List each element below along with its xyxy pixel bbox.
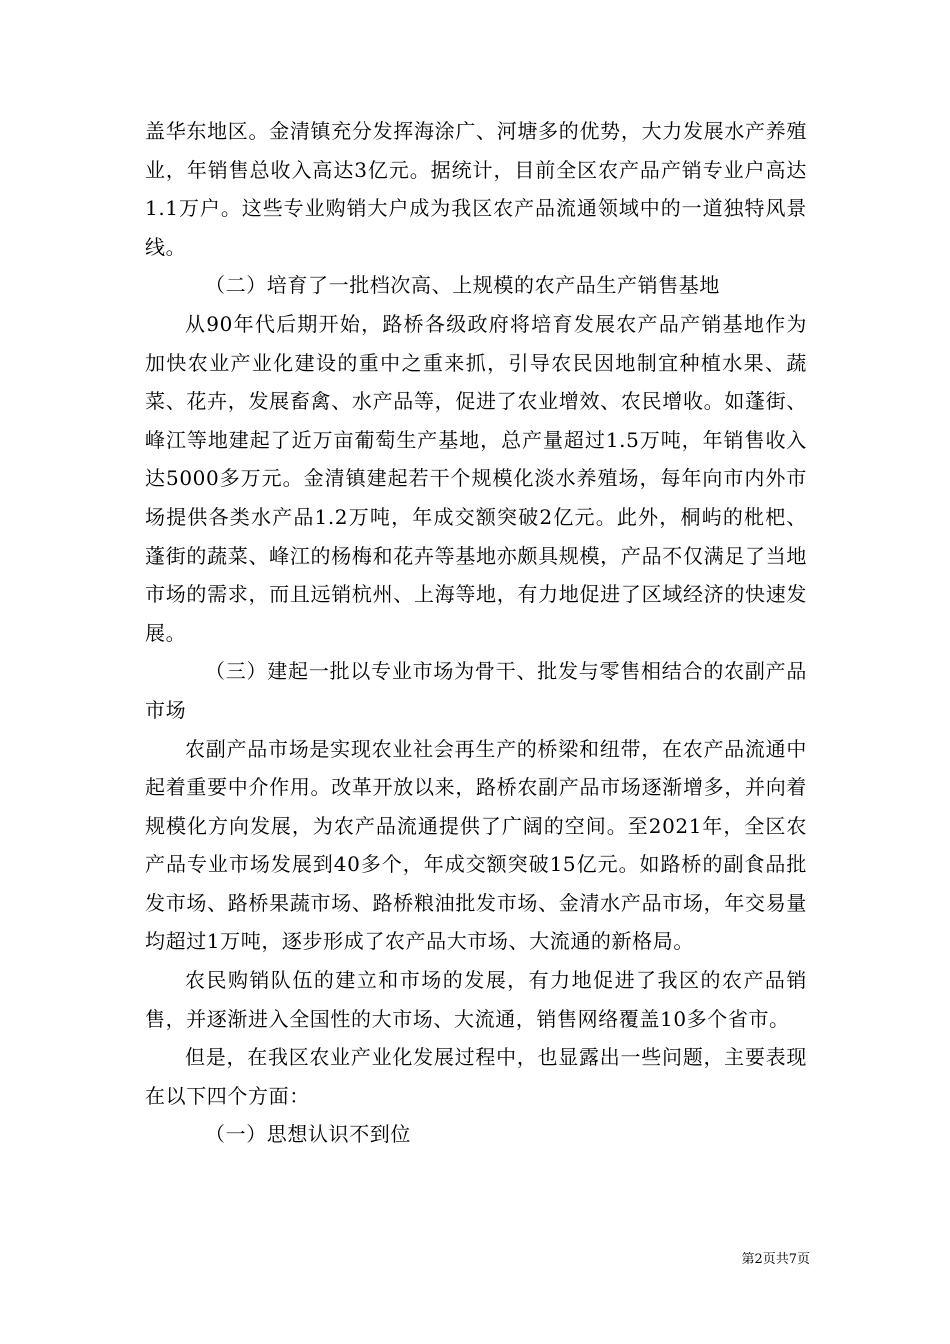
document-body [145,112,807,1154]
paragraph-sales-network: 农民购销队伍的建立和市场的发展，有力地促进了我区的农产品销售，并逐渐进入全国性的大市场、大流通，销售网络覆盖10多个省市。 [145,968,807,1031]
paragraph-markets: 农副产品市场是实现农业社会再生产的桥梁和纽带，在农产品流通中起着重要中介作用。改革开放以来，路桥农副产品市场逐渐增多，并向着规模化方向发展，为农产品流通提供了广阔的空间。至2021年，全区农产品专业市场发展到40多个，年成交额突破15亿元。如路桥的副食品批发市场、路桥果蔬市场、路桥粮油批发市场、金清水产品市场，年交易量均超过1万吨，逐步形成了农产品大市场、大流通的新格局。 [145,736,807,954]
paragraph-production-bases: 从90年代后期开始，路桥各级政府将培育发展农产品产销基地作为加快农业产业化建设的重中之重来抓，引导农民因地制宜种植水果、蔬菜、花卉，发展畜禽、水产品等，促进了农业增效、农民增收。如蓬街、峰江等地建起了近万亩葡萄生产基地，总产量超过1.5万吨，年销售收入达5000多万元。金清镇建起若干个规模化淡水养殖场，每年向市内外市场提供各类水产品1.2万吨，年成交额突破2亿元。此外，桐屿的枇杷、蓬街的蔬菜、峰江的杨梅和花卉等基地亦颇具规模，产品不仅满足了当地市场的需求，而且远销杭州、上海等地，有力地促进了区域经济的快速发展。 [145,311,807,645]
page-number-footer: 第2页共7页 [741,1252,810,1267]
section-heading-3: （三）建起一批以专业市场为骨干、批发与零售相结合的农副产品市场 [145,659,807,722]
paragraph-continuation: 盖华东地区。金清镇充分发挥海涂广、河塘多的优势，大力发展水产养殖业，年销售总收入高达3亿元。据统计，目前全区农产品产销专业户高达1.1万户。这些专业购销大户成为我区农产品流通领域中的一道独特风景线。 [145,119,807,259]
paragraph-problems-intro: 但是，在我区农业产业化发展过程中，也显露出一些问题，主要表现在以下四个方面： [145,1045,807,1108]
section-heading-2: （二）培育了一批档次高、上规模的农产品生产销售基地 [205,273,720,298]
problem-heading-1: （一）思想认识不到位 [205,1122,411,1147]
